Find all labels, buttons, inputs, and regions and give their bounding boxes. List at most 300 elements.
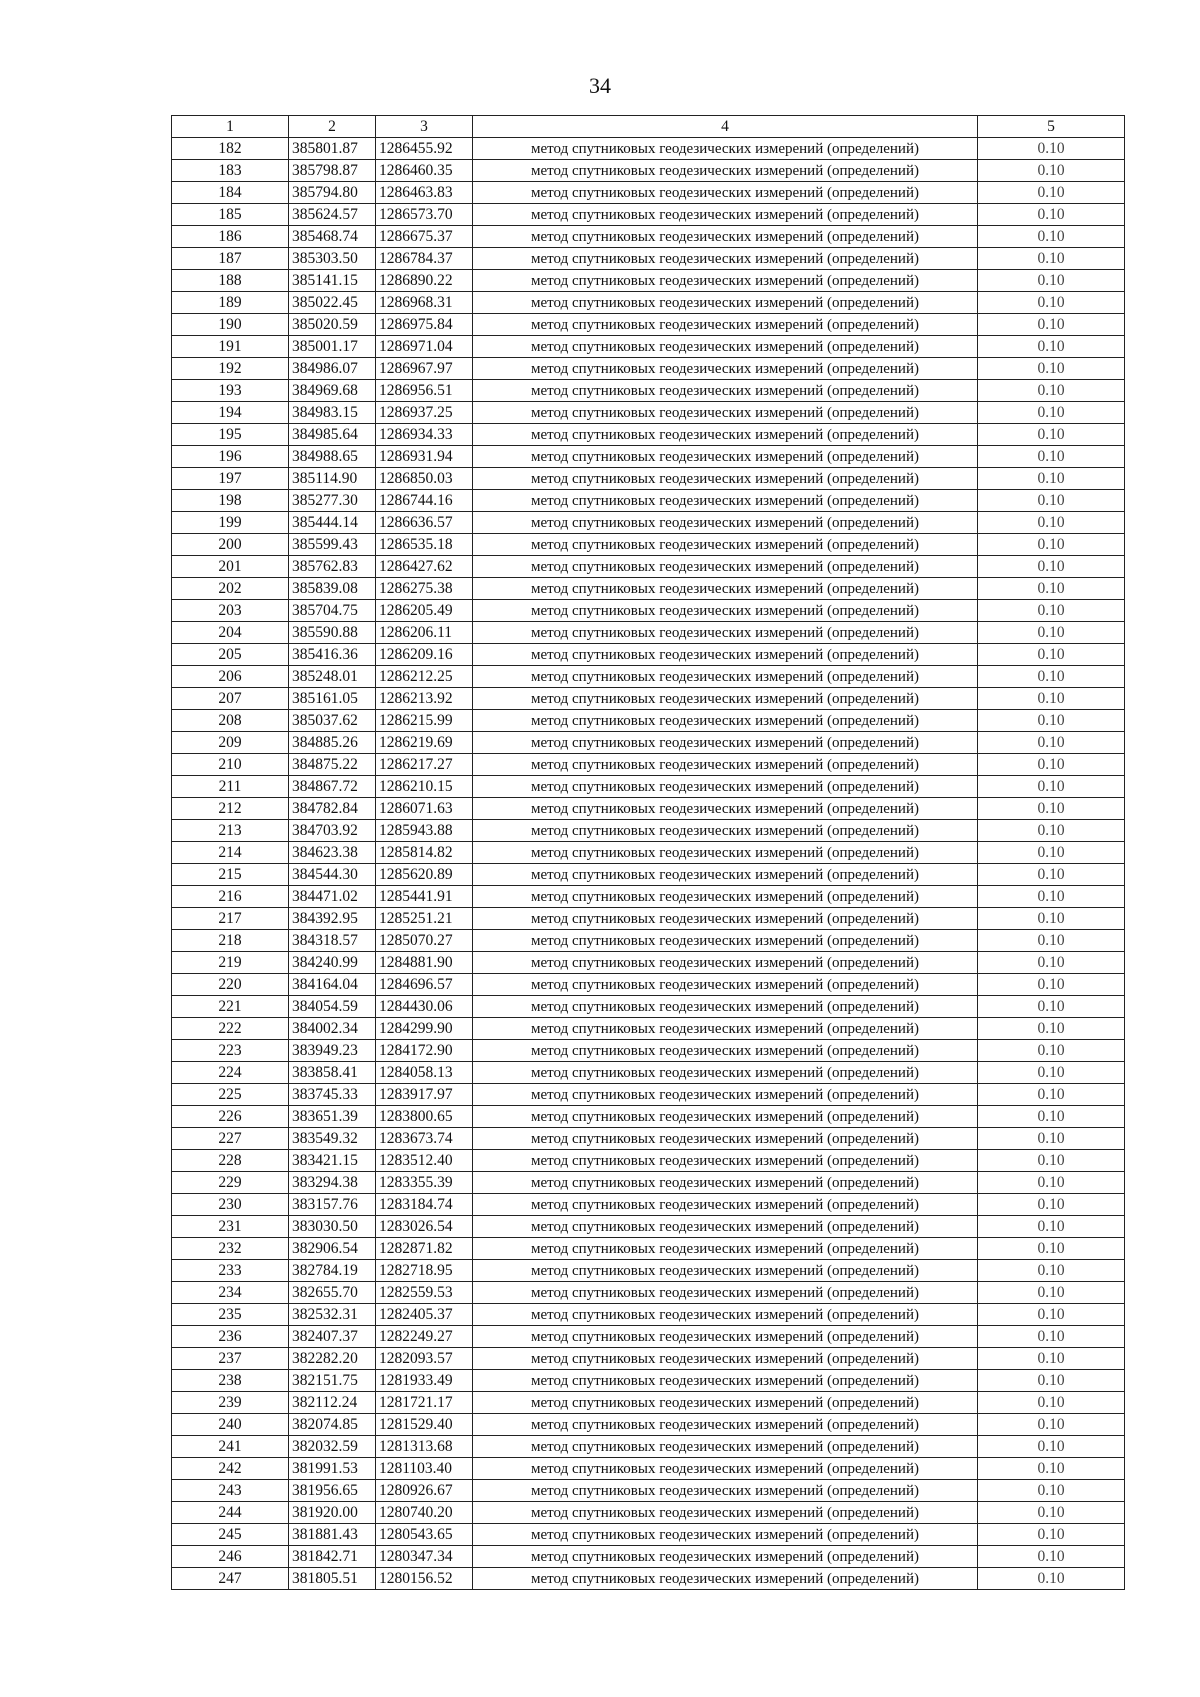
point-number-cell: 207 (172, 688, 289, 710)
point-number-cell: 233 (172, 1260, 289, 1282)
table-row (172, 622, 1125, 644)
x-coordinate-cell: 385277.30 (289, 490, 376, 512)
y-coordinate-cell: 1285620.89 (376, 864, 473, 886)
y-coordinate-cell: 1286744.16 (376, 490, 473, 512)
method-cell: метод спутниковых геодезических измерений (определений) (473, 534, 978, 556)
x-coordinate-cell: 381920.00 (289, 1502, 376, 1524)
method-cell: метод спутниковых геодезических измерений (определений) (473, 1172, 978, 1194)
table-row (172, 182, 1125, 204)
y-coordinate-cell: 1281721.17 (376, 1392, 473, 1414)
method-cell: метод спутниковых геодезических измерений (определений) (473, 358, 978, 380)
method-cell: метод спутниковых геодезических измерений (определений) (473, 820, 978, 842)
point-number-cell: 242 (172, 1458, 289, 1480)
x-coordinate-cell: 385704.75 (289, 600, 376, 622)
accuracy-cell: 0.10 (978, 1304, 1125, 1326)
point-number-cell: 198 (172, 490, 289, 512)
y-coordinate-cell: 1285070.27 (376, 930, 473, 952)
x-coordinate-cell: 383858.41 (289, 1062, 376, 1084)
y-coordinate-cell: 1286890.22 (376, 270, 473, 292)
method-cell: метод спутниковых геодезических измерений (определений) (473, 622, 978, 644)
accuracy-cell: 0.10 (978, 1458, 1125, 1480)
table-row (172, 1392, 1125, 1414)
method-cell: метод спутниковых геодезических измерений (определений) (473, 930, 978, 952)
y-coordinate-cell: 1286971.04 (376, 336, 473, 358)
table-row (172, 1018, 1125, 1040)
x-coordinate-cell: 385001.17 (289, 336, 376, 358)
accuracy-cell: 0.10 (978, 1084, 1125, 1106)
point-number-cell: 205 (172, 644, 289, 666)
point-number-cell: 226 (172, 1106, 289, 1128)
method-cell: метод спутниковых геодезических измерений (определений) (473, 1282, 978, 1304)
method-cell: метод спутниковых геодезических измерений (определений) (473, 1392, 978, 1414)
y-coordinate-cell: 1282559.53 (376, 1282, 473, 1304)
accuracy-cell: 0.10 (978, 842, 1125, 864)
accuracy-cell: 0.10 (978, 1172, 1125, 1194)
point-number-cell: 234 (172, 1282, 289, 1304)
accuracy-cell: 0.10 (978, 468, 1125, 490)
accuracy-cell: 0.10 (978, 160, 1125, 182)
table-row (172, 248, 1125, 270)
method-cell: метод спутниковых геодезических измерений (определений) (473, 1150, 978, 1172)
header-col-3: 3 (376, 116, 473, 138)
x-coordinate-cell: 384969.68 (289, 380, 376, 402)
accuracy-cell: 0.10 (978, 1392, 1125, 1414)
method-cell: метод спутниковых геодезических измерений (определений) (473, 160, 978, 182)
x-coordinate-cell: 382151.75 (289, 1370, 376, 1392)
point-number-cell: 231 (172, 1216, 289, 1238)
accuracy-cell: 0.10 (978, 886, 1125, 908)
point-number-cell: 200 (172, 534, 289, 556)
y-coordinate-cell: 1286455.92 (376, 138, 473, 160)
x-coordinate-cell: 385037.62 (289, 710, 376, 732)
method-cell: метод спутниковых геодезических измерений (определений) (473, 270, 978, 292)
point-number-cell: 202 (172, 578, 289, 600)
x-coordinate-cell: 384318.57 (289, 930, 376, 952)
y-coordinate-cell: 1286463.83 (376, 182, 473, 204)
y-coordinate-cell: 1286675.37 (376, 226, 473, 248)
accuracy-cell: 0.10 (978, 710, 1125, 732)
table-row (172, 1238, 1125, 1260)
x-coordinate-cell: 385590.88 (289, 622, 376, 644)
y-coordinate-cell: 1284881.90 (376, 952, 473, 974)
point-number-cell: 238 (172, 1370, 289, 1392)
point-number-cell: 201 (172, 556, 289, 578)
point-number-cell: 214 (172, 842, 289, 864)
table-row (172, 292, 1125, 314)
y-coordinate-cell: 1286636.57 (376, 512, 473, 534)
y-coordinate-cell: 1283800.65 (376, 1106, 473, 1128)
accuracy-cell: 0.10 (978, 1150, 1125, 1172)
accuracy-cell: 0.10 (978, 974, 1125, 996)
accuracy-cell: 0.10 (978, 952, 1125, 974)
table-row (172, 468, 1125, 490)
method-cell: метод спутниковых геодезических измерений (определений) (473, 490, 978, 512)
method-cell: метод спутниковых геодезических измерений (определений) (473, 336, 978, 358)
x-coordinate-cell: 385444.14 (289, 512, 376, 534)
accuracy-cell: 0.10 (978, 182, 1125, 204)
point-number-cell: 215 (172, 864, 289, 886)
table-row (172, 908, 1125, 930)
method-cell: метод спутниковых геодезических измерений (определений) (473, 468, 978, 490)
x-coordinate-cell: 384867.72 (289, 776, 376, 798)
x-coordinate-cell: 382074.85 (289, 1414, 376, 1436)
point-number-cell: 219 (172, 952, 289, 974)
point-number-cell: 187 (172, 248, 289, 270)
x-coordinate-cell: 382407.37 (289, 1326, 376, 1348)
point-number-cell: 206 (172, 666, 289, 688)
y-coordinate-cell: 1286784.37 (376, 248, 473, 270)
table-row (172, 160, 1125, 182)
y-coordinate-cell: 1286212.25 (376, 666, 473, 688)
table-row (172, 1128, 1125, 1150)
y-coordinate-cell: 1285441.91 (376, 886, 473, 908)
accuracy-cell: 0.10 (978, 1260, 1125, 1282)
method-cell: метод спутниковых геодезических измерений (определений) (473, 204, 978, 226)
accuracy-cell: 0.10 (978, 270, 1125, 292)
table-row (172, 798, 1125, 820)
point-number-cell: 225 (172, 1084, 289, 1106)
table-row (172, 1040, 1125, 1062)
method-cell: метод спутниковых геодезических измерений (определений) (473, 1194, 978, 1216)
point-number-cell: 246 (172, 1546, 289, 1568)
y-coordinate-cell: 1282249.27 (376, 1326, 473, 1348)
y-coordinate-cell: 1284299.90 (376, 1018, 473, 1040)
y-coordinate-cell: 1286573.70 (376, 204, 473, 226)
method-cell: метод спутниковых геодезических измерений (определений) (473, 952, 978, 974)
method-cell: метод спутниковых геодезических измерений (определений) (473, 578, 978, 600)
y-coordinate-cell: 1286967.97 (376, 358, 473, 380)
table-row (172, 204, 1125, 226)
point-number-cell: 197 (172, 468, 289, 490)
table-row (172, 1150, 1125, 1172)
table-row (172, 886, 1125, 908)
y-coordinate-cell: 1280156.52 (376, 1568, 473, 1590)
accuracy-cell: 0.10 (978, 1194, 1125, 1216)
point-number-cell: 218 (172, 930, 289, 952)
table-row (172, 534, 1125, 556)
x-coordinate-cell: 381881.43 (289, 1524, 376, 1546)
table-row (172, 1282, 1125, 1304)
point-number-cell: 239 (172, 1392, 289, 1414)
accuracy-cell: 0.10 (978, 204, 1125, 226)
accuracy-cell: 0.10 (978, 1480, 1125, 1502)
table-row (172, 1304, 1125, 1326)
table-row (172, 1062, 1125, 1084)
table-row (172, 732, 1125, 754)
table-row (172, 754, 1125, 776)
y-coordinate-cell: 1286937.25 (376, 402, 473, 424)
x-coordinate-cell: 383157.76 (289, 1194, 376, 1216)
x-coordinate-cell: 383651.39 (289, 1106, 376, 1128)
table-header (172, 116, 1125, 138)
x-coordinate-cell: 381956.65 (289, 1480, 376, 1502)
accuracy-cell: 0.10 (978, 666, 1125, 688)
y-coordinate-cell: 1285251.21 (376, 908, 473, 930)
x-coordinate-cell: 384240.99 (289, 952, 376, 974)
point-number-cell: 213 (172, 820, 289, 842)
x-coordinate-cell: 382532.31 (289, 1304, 376, 1326)
accuracy-cell: 0.10 (978, 1502, 1125, 1524)
method-cell: метод спутниковых геодезических измерений (определений) (473, 402, 978, 424)
header-row (172, 116, 1125, 138)
table-row (172, 1194, 1125, 1216)
table-row (172, 1348, 1125, 1370)
table-row (172, 314, 1125, 336)
table-row (172, 226, 1125, 248)
point-number-cell: 245 (172, 1524, 289, 1546)
y-coordinate-cell: 1282405.37 (376, 1304, 473, 1326)
table-row (172, 380, 1125, 402)
y-coordinate-cell: 1286975.84 (376, 314, 473, 336)
x-coordinate-cell: 384875.22 (289, 754, 376, 776)
x-coordinate-cell: 385839.08 (289, 578, 376, 600)
y-coordinate-cell: 1283673.74 (376, 1128, 473, 1150)
accuracy-cell: 0.10 (978, 314, 1125, 336)
accuracy-cell: 0.10 (978, 1348, 1125, 1370)
page-number: 34 (589, 73, 611, 98)
table-row (172, 1370, 1125, 1392)
table-row (172, 1524, 1125, 1546)
point-number-cell: 236 (172, 1326, 289, 1348)
method-cell: метод спутниковых геодезических измерений (определений) (473, 600, 978, 622)
method-cell: метод спутниковых геодезических измерений (определений) (473, 1304, 978, 1326)
table-row (172, 820, 1125, 842)
y-coordinate-cell: 1285943.88 (376, 820, 473, 842)
table-row (172, 402, 1125, 424)
table-row (172, 336, 1125, 358)
point-number-cell: 217 (172, 908, 289, 930)
method-cell: метод спутниковых геодезических измерений (определений) (473, 974, 978, 996)
point-number-cell: 244 (172, 1502, 289, 1524)
point-number-cell: 191 (172, 336, 289, 358)
accuracy-cell: 0.10 (978, 380, 1125, 402)
y-coordinate-cell: 1280926.67 (376, 1480, 473, 1502)
accuracy-cell: 0.10 (978, 1370, 1125, 1392)
accuracy-cell: 0.10 (978, 1018, 1125, 1040)
table-row (172, 666, 1125, 688)
table-row (172, 270, 1125, 292)
y-coordinate-cell: 1286931.94 (376, 446, 473, 468)
table-row (172, 644, 1125, 666)
x-coordinate-cell: 385801.87 (289, 138, 376, 160)
accuracy-cell: 0.10 (978, 1238, 1125, 1260)
y-coordinate-cell: 1284430.06 (376, 996, 473, 1018)
table-row (172, 1326, 1125, 1348)
y-coordinate-cell: 1284172.90 (376, 1040, 473, 1062)
y-coordinate-cell: 1286213.92 (376, 688, 473, 710)
y-coordinate-cell: 1283917.97 (376, 1084, 473, 1106)
x-coordinate-cell: 382784.19 (289, 1260, 376, 1282)
method-cell: метод спутниковых геодезических измерений (определений) (473, 512, 978, 534)
method-cell: метод спутниковых геодезических измерений (определений) (473, 248, 978, 270)
accuracy-cell: 0.10 (978, 226, 1125, 248)
x-coordinate-cell: 384986.07 (289, 358, 376, 380)
y-coordinate-cell: 1286968.31 (376, 292, 473, 314)
accuracy-cell: 0.10 (978, 138, 1125, 160)
x-coordinate-cell: 382655.70 (289, 1282, 376, 1304)
table-row (172, 974, 1125, 996)
point-number-cell: 211 (172, 776, 289, 798)
point-number-cell: 221 (172, 996, 289, 1018)
x-coordinate-cell: 385114.90 (289, 468, 376, 490)
method-cell: метод спутниковых геодезических измерений (определений) (473, 226, 978, 248)
point-number-cell: 230 (172, 1194, 289, 1216)
x-coordinate-cell: 381805.51 (289, 1568, 376, 1590)
method-cell: метод спутниковых геодезических измерений (определений) (473, 1216, 978, 1238)
table-row (172, 996, 1125, 1018)
table-row (172, 930, 1125, 952)
x-coordinate-cell: 384544.30 (289, 864, 376, 886)
accuracy-cell: 0.10 (978, 402, 1125, 424)
y-coordinate-cell: 1286215.99 (376, 710, 473, 732)
method-cell: метод спутниковых геодезических измерений (определений) (473, 732, 978, 754)
method-cell: метод спутниковых геодезических измерений (определений) (473, 424, 978, 446)
method-cell: метод спутниковых геодезических измерений (определений) (473, 380, 978, 402)
accuracy-cell: 0.10 (978, 1040, 1125, 1062)
table-row (172, 864, 1125, 886)
x-coordinate-cell: 385762.83 (289, 556, 376, 578)
x-coordinate-cell: 384782.84 (289, 798, 376, 820)
table-row (172, 1502, 1125, 1524)
accuracy-cell: 0.10 (978, 1326, 1125, 1348)
x-coordinate-cell: 384885.26 (289, 732, 376, 754)
x-coordinate-cell: 383949.23 (289, 1040, 376, 1062)
table-row (172, 1436, 1125, 1458)
header-col-1: 1 (172, 116, 289, 138)
point-number-cell: 229 (172, 1172, 289, 1194)
x-coordinate-cell: 384988.65 (289, 446, 376, 468)
y-coordinate-cell: 1286219.69 (376, 732, 473, 754)
point-number-cell: 208 (172, 710, 289, 732)
accuracy-cell: 0.10 (978, 1546, 1125, 1568)
x-coordinate-cell: 385624.57 (289, 204, 376, 226)
method-cell: метод спутниковых геодезических измерений (определений) (473, 1326, 978, 1348)
table-row (172, 1480, 1125, 1502)
point-number-cell: 188 (172, 270, 289, 292)
point-number-cell: 247 (172, 1568, 289, 1590)
table-row (172, 446, 1125, 468)
y-coordinate-cell: 1286850.03 (376, 468, 473, 490)
table-row (172, 1458, 1125, 1480)
accuracy-cell: 0.10 (978, 622, 1125, 644)
point-number-cell: 203 (172, 600, 289, 622)
point-number-cell: 241 (172, 1436, 289, 1458)
accuracy-cell: 0.10 (978, 930, 1125, 952)
point-number-cell: 227 (172, 1128, 289, 1150)
coordinates-table (171, 115, 1125, 1590)
accuracy-cell: 0.10 (978, 292, 1125, 314)
accuracy-cell: 0.10 (978, 1524, 1125, 1546)
x-coordinate-cell: 382906.54 (289, 1238, 376, 1260)
table-row (172, 600, 1125, 622)
y-coordinate-cell: 1282718.95 (376, 1260, 473, 1282)
point-number-cell: 185 (172, 204, 289, 226)
y-coordinate-cell: 1281529.40 (376, 1414, 473, 1436)
table-row (172, 1260, 1125, 1282)
point-number-cell: 192 (172, 358, 289, 380)
point-number-cell: 224 (172, 1062, 289, 1084)
accuracy-cell: 0.10 (978, 798, 1125, 820)
x-coordinate-cell: 384054.59 (289, 996, 376, 1018)
point-number-cell: 196 (172, 446, 289, 468)
table-row (172, 1172, 1125, 1194)
x-coordinate-cell: 384703.92 (289, 820, 376, 842)
method-cell: метод спутниковых геодезических измерений (определений) (473, 710, 978, 732)
method-cell: метод спутниковых геодезических измерений (определений) (473, 446, 978, 468)
point-number-cell: 210 (172, 754, 289, 776)
table-body (172, 138, 1125, 1590)
y-coordinate-cell: 1286205.49 (376, 600, 473, 622)
point-number-cell: 194 (172, 402, 289, 424)
table-row (172, 358, 1125, 380)
accuracy-cell: 0.10 (978, 1282, 1125, 1304)
x-coordinate-cell: 385798.87 (289, 160, 376, 182)
method-cell: метод спутниковых геодезических измерений (определений) (473, 1238, 978, 1260)
accuracy-cell: 0.10 (978, 512, 1125, 534)
x-coordinate-cell: 381842.71 (289, 1546, 376, 1568)
method-cell: метод спутниковых геодезических измерений (определений) (473, 1524, 978, 1546)
method-cell: метод спутниковых геодезических измерений (определений) (473, 556, 978, 578)
point-number-cell: 232 (172, 1238, 289, 1260)
x-coordinate-cell: 381991.53 (289, 1458, 376, 1480)
point-number-cell: 212 (172, 798, 289, 820)
point-number-cell: 184 (172, 182, 289, 204)
method-cell: метод спутниковых геодезических измерений (определений) (473, 908, 978, 930)
accuracy-cell: 0.10 (978, 732, 1125, 754)
accuracy-cell: 0.10 (978, 644, 1125, 666)
header-col-2: 2 (289, 116, 376, 138)
y-coordinate-cell: 1284058.13 (376, 1062, 473, 1084)
table-row (172, 556, 1125, 578)
point-number-cell: 243 (172, 1480, 289, 1502)
point-number-cell: 228 (172, 1150, 289, 1172)
x-coordinate-cell: 382282.20 (289, 1348, 376, 1370)
table-row (172, 138, 1125, 160)
x-coordinate-cell: 382032.59 (289, 1436, 376, 1458)
y-coordinate-cell: 1283184.74 (376, 1194, 473, 1216)
method-cell: метод спутниковых геодезических измерений (определений) (473, 1040, 978, 1062)
y-coordinate-cell: 1286275.38 (376, 578, 473, 600)
x-coordinate-cell: 383421.15 (289, 1150, 376, 1172)
point-number-cell: 223 (172, 1040, 289, 1062)
method-cell: метод спутниковых геодезических измерений (определений) (473, 314, 978, 336)
x-coordinate-cell: 385303.50 (289, 248, 376, 270)
y-coordinate-cell: 1286956.51 (376, 380, 473, 402)
point-number-cell: 190 (172, 314, 289, 336)
y-coordinate-cell: 1286460.35 (376, 160, 473, 182)
point-number-cell: 189 (172, 292, 289, 314)
point-number-cell: 209 (172, 732, 289, 754)
accuracy-cell: 0.10 (978, 820, 1125, 842)
method-cell: метод спутниковых геодезических измерений (определений) (473, 1084, 978, 1106)
accuracy-cell: 0.10 (978, 446, 1125, 468)
accuracy-cell: 0.10 (978, 1216, 1125, 1238)
accuracy-cell: 0.10 (978, 490, 1125, 512)
x-coordinate-cell: 384002.34 (289, 1018, 376, 1040)
point-number-cell: 193 (172, 380, 289, 402)
method-cell: метод спутниковых геодезических измерений (определений) (473, 138, 978, 160)
y-coordinate-cell: 1283026.54 (376, 1216, 473, 1238)
method-cell: метод спутниковых геодезических измерений (определений) (473, 1106, 978, 1128)
x-coordinate-cell: 385022.45 (289, 292, 376, 314)
table-row (172, 688, 1125, 710)
point-number-cell: 220 (172, 974, 289, 996)
y-coordinate-cell: 1286427.62 (376, 556, 473, 578)
table-row (172, 710, 1125, 732)
x-coordinate-cell: 385161.05 (289, 688, 376, 710)
y-coordinate-cell: 1286210.15 (376, 776, 473, 798)
method-cell: метод спутниковых геодезических измерений (определений) (473, 996, 978, 1018)
